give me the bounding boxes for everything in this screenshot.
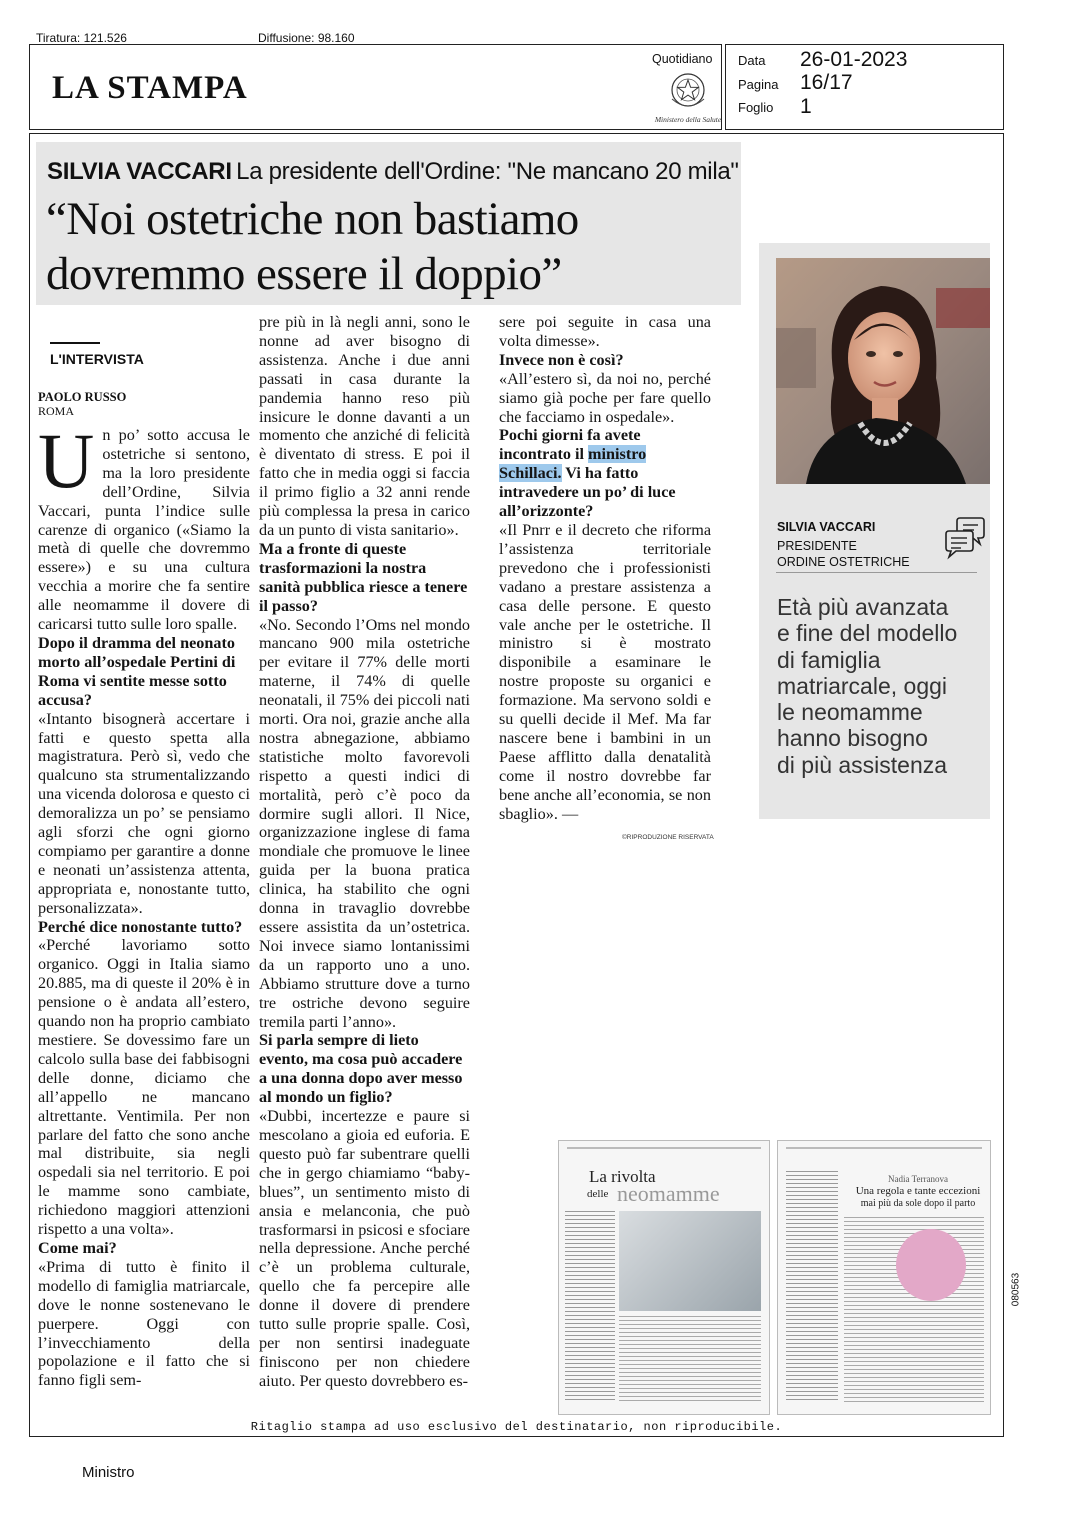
question-text: Vi ha fatto intravedere un po’ di luce all’orizzonte? bbox=[499, 464, 676, 521]
interview-answer: pre più in là negli anni, sono le nonne ad aver bisogno di assistenza. Anche i due anni passati in casa durante la pandemia hanno reso più insicure le donne davanti a un momento che anziché di felicità è diventato di stress. E poi il fatto che in media oggi si faccia il primo figlio a 32 anni rende più complessa la presa in carico da un punto di vista sanitario». bbox=[259, 313, 470, 539]
sidebar-divider bbox=[776, 572, 977, 573]
sidebar-role-line-2: ORDINE OSTETRICHE bbox=[777, 555, 910, 569]
interview-answer: sere poi seguite in casa una volta dimesse». bbox=[499, 313, 711, 350]
thumb-text-column bbox=[565, 1211, 615, 1403]
column-2-body bbox=[259, 313, 470, 1391]
interview-question: Ma a fronte di queste trasformazioni la nostra sanità pubblica riesce a tenere il passo? bbox=[259, 539, 468, 615]
quote-line: Età più avanzata bbox=[777, 594, 949, 620]
interview-answer: «Dubbi, incertezze e paure si mescolano a gioia ed euforia. E questo può far subentrare quelli che in gergo chiamiamo “baby-blues”, un sentimento misto di ansia e melanconia, che può trasformarsi in psicosi e sfociare nella depressione. Anche perché c’è un problema culturale, quello che fa percepire alle donne il dovere di prendere tutto sulle proprie spalle. Così, per non sentirsi inadeguate finiscono per non chiedere aiuto. Per questo dovrebbero es- bbox=[259, 1107, 470, 1390]
ministry-seal-icon bbox=[654, 69, 722, 125]
side-code-box bbox=[1002, 1262, 1028, 1322]
page-value: 16/17 bbox=[800, 71, 853, 94]
interview-answer: «Prima di tutto è finito il modello di famiglia matriarcale, dove le nonne sostenevano le puerpere. Oggi con l’invecchiamento della popolazione e il fatto che si fanno figli sem- bbox=[38, 1257, 250, 1390]
thumb-right-title-2: mai più da sole dopo il parto bbox=[860, 1198, 976, 1209]
highlighted-text: ministro Schillaci. bbox=[499, 445, 647, 483]
kicker-subtitle: La presidente dell'Ordine: "Ne mancano 20 mila" bbox=[236, 158, 739, 185]
dateline: ROMA bbox=[38, 404, 75, 418]
sidebar-role-line-1: PRESIDENTE bbox=[777, 539, 857, 553]
copyright-note: ©RIPRODUZIONE RISERVATA bbox=[622, 834, 714, 841]
portrait-photo bbox=[776, 258, 990, 484]
thumb-left-title-2: delle bbox=[587, 1188, 609, 1200]
section-label: L'INTERVISTA bbox=[50, 351, 144, 367]
section-rule bbox=[50, 342, 100, 344]
drop-cap: U bbox=[38, 417, 95, 504]
quote-line: di famiglia bbox=[777, 646, 881, 673]
thumb-left-title-1: La rivolta bbox=[589, 1167, 656, 1186]
lead-paragraph: n po’ sotto accusa le ostetriche si sentono, ma la loro presidente dell’Ordine, Silvia Vaccari, punta l’indice sulle carenze di organico («Siamo la metà di quelle che dovremmo essere») e su una cultura vecchia a morire che fa sentire alle neomamme il dovere di caricarsi tutto sulle loro spalle. bbox=[38, 426, 250, 634]
bottom-caption: Ministro bbox=[82, 1464, 135, 1481]
sidebar-quote bbox=[777, 594, 957, 778]
article-column-3 bbox=[499, 313, 711, 828]
sheet-label: Foglio bbox=[738, 100, 774, 115]
diffusione-label: Diffusione: 98.160 bbox=[258, 31, 355, 45]
thumb-left-title-3: neomamme bbox=[617, 1181, 720, 1206]
thumb-right-title-1: Una regola e tante eccezioni bbox=[855, 1185, 981, 1197]
sidebar-role bbox=[777, 538, 910, 570]
date-value: 26-01-2023 bbox=[800, 48, 908, 71]
quote-line: di più assistenza bbox=[777, 751, 948, 778]
speech-bubbles-icon bbox=[944, 515, 986, 559]
sheet-value: 1 bbox=[800, 95, 812, 118]
headline bbox=[46, 192, 579, 302]
quote-line: matriarcale, oggi bbox=[777, 672, 948, 699]
interview-question: Dopo il dramma del neonato morto all’ospedale Pertini di Roma vi sentite messe sotto accusa? bbox=[38, 633, 236, 709]
interview-question: Come mai? bbox=[38, 1238, 117, 1257]
thumb-text-column bbox=[786, 1171, 838, 1403]
interview-answer: «All’estero sì, da noi no, perché siamo già poche per fare quello che facciamo in ospedale». bbox=[499, 369, 711, 426]
newspaper-name: LA STAMPA bbox=[52, 70, 248, 106]
side-code: 080563 bbox=[1010, 1272, 1022, 1307]
quote-line: e fine del modello bbox=[777, 620, 958, 647]
article-column-1 bbox=[38, 417, 250, 1411]
quote-line: hanno bisogno bbox=[777, 725, 928, 752]
headline-line-1: “Noi ostetriche non bastiamo bbox=[46, 193, 579, 245]
date-label: Data bbox=[738, 53, 766, 68]
kicker bbox=[47, 158, 739, 186]
footer-notice: Ritaglio stampa ad uso esclusivo del destinatario, non riproducibile. bbox=[250, 1420, 783, 1434]
article-column-2 bbox=[259, 313, 470, 1413]
thumb-rule bbox=[567, 1147, 761, 1149]
interview-question: Perché dice nonostante tutto? bbox=[38, 917, 243, 936]
quotidiano-label: Quotidiano bbox=[652, 52, 713, 66]
thumb-photo bbox=[619, 1211, 761, 1311]
interview-question bbox=[499, 426, 711, 521]
page-thumbnail-left bbox=[558, 1140, 770, 1415]
interview-question: Si parla sempre di lieto evento, ma cosa può accadere a una donna dopo aver messo al mondo un figlio? bbox=[259, 1031, 463, 1107]
quote-line: le neomamme bbox=[777, 699, 923, 726]
thumb-right-author: Nadia Terranova bbox=[888, 1174, 948, 1184]
kicker-name: SILVIA VACCARI bbox=[47, 158, 232, 185]
page-label: Pagina bbox=[738, 77, 779, 92]
question-text: Pochi giorni fa avete incontrato il bbox=[499, 426, 641, 464]
svg-text:Ministero della Salute: Ministero della Salute bbox=[654, 115, 722, 124]
page-thumbnail-right bbox=[777, 1140, 991, 1415]
thumb-rule bbox=[786, 1147, 982, 1149]
tiratura-label: Tiratura: 121.526 bbox=[36, 31, 127, 45]
headline-line-2: dovremmo essere il doppio” bbox=[46, 248, 562, 300]
interview-answer: «Intanto bisognerà accertare i fatti e questo spetta alla magistratura. Però sì, vedo che qualcuno sta strumentalizzando una vicenda dolorosa e questo ci demoralizza un po’ se pensiamo agli sforzi che ogni giorno compiamo per garantire a donne e neonati un’assistenza attenta, appropriata e, nonostante tutto, personalizzata». bbox=[38, 709, 250, 917]
interview-answer: «No. Secondo l’Oms nel mondo mancano 900 mila ostetriche per evitare il 77% delle morti materne, il 74% di quelle neonatali, il 75% dei piccoli nati morti. Ora noi, grazie anche alla nostra abnegazione, abbiamo statistiche molto favorevoli rispetto a questi indici di mortalità, però c’è poco da dormire sugli allori. Il Nice, organizzazione inglese di fama mondiale che promuove le linee guida per la buona pratica clinica, ha stabilito che ogni donna in travaglio dovrebbe essere assistita da un’ostetrica. Noi invece siamo lontanissimi da un rapporto uno a uno. Abbiamo strutture dove a turno tre ostriche devono seguire tremila parti l’anno». bbox=[259, 615, 470, 1031]
interview-answer: «Il Pnrr e il decreto che riforma l’assistenza territoriale prevedono che i professionisti vadano a prestare assistenza a casa delle persone. E questo vale anche per le ostetriche. Il ministro si è mostrato disponibile a esaminare le nostre proposte su organici e formazione. Ma servono soldi e su quelli decide il Mef. Ma far nascere bene i bambini in un Paese afflitto dalla denatalità come il nostro dovrebbe far bene anche all’economia, se non sbaglio». — bbox=[499, 520, 711, 823]
thumb-text-block bbox=[619, 1316, 761, 1403]
author-name: PAOLO RUSSO bbox=[38, 390, 127, 404]
interview-answer: «Perché lavoriamo sotto organico. Oggi in Italia siamo 20.885, ma di queste il 20% è in pensione o è andata all’estero, quando non ha proprio cambiato mestiere. Se dovessimo fare un calcolo sulla base dei fabbisogni delle donne, diciamo che all’appello ne mancano altrettante. Ventimila. Per non parlare del fatto che sono anche mal distribuite, sia negli ospedali sia nel territorio. E poi le mamme sono cambiate, richiedono maggiori attenzioni rispetto a una volta». bbox=[38, 936, 250, 1239]
column-3-body bbox=[499, 313, 711, 823]
column-1-body bbox=[38, 417, 250, 1390]
sidebar-name: SILVIA VACCARI bbox=[777, 520, 876, 534]
interview-question: Invece non è così? bbox=[499, 350, 624, 369]
thumb-illustration bbox=[896, 1229, 966, 1301]
